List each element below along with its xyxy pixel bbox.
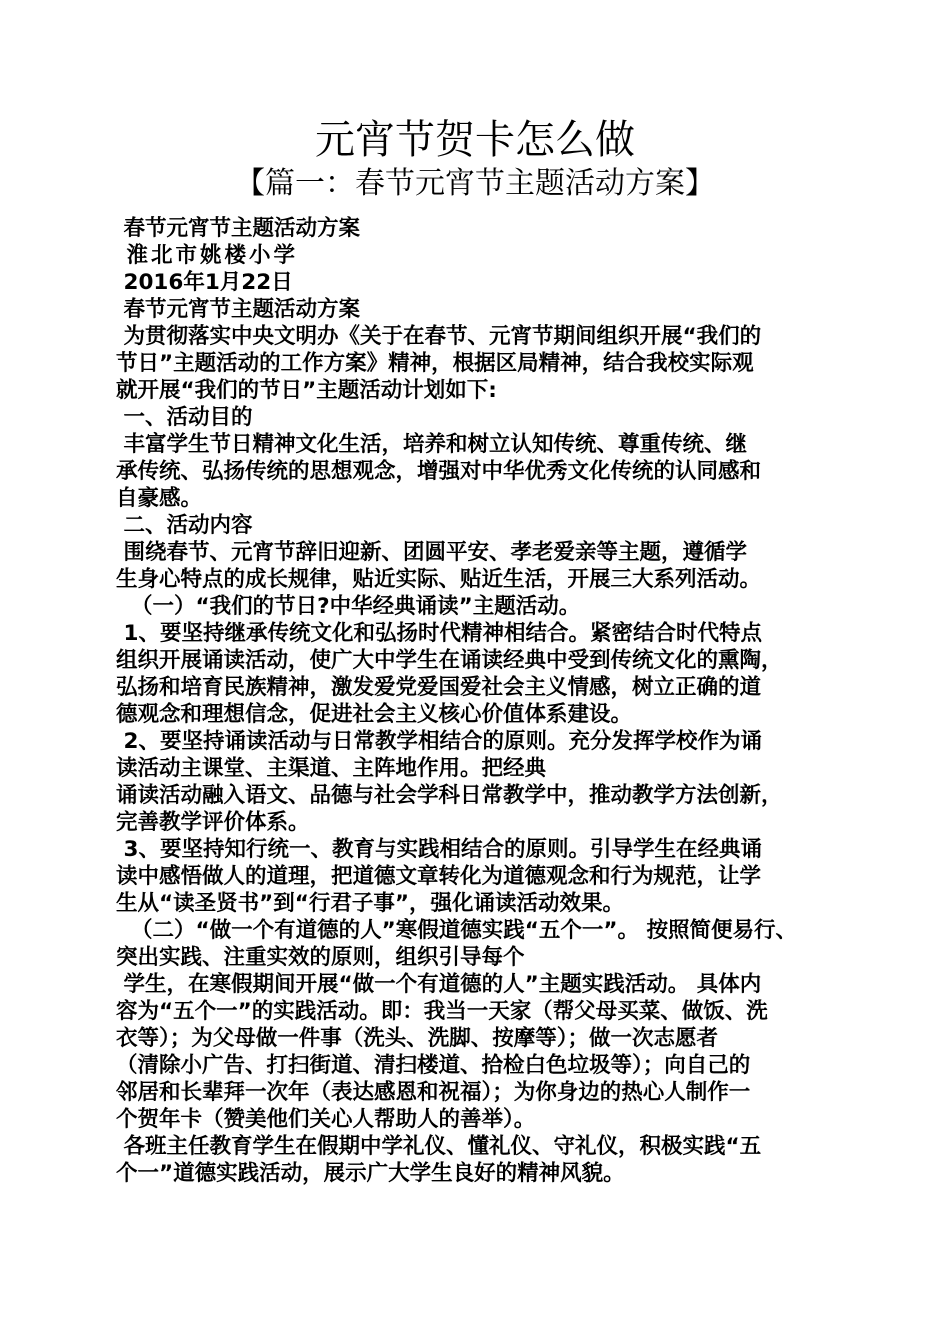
- body-line: 围绕春节、元宵节辞旧迎新、团圆平安、孝老爱亲等主题，遵循学: [116, 540, 747, 565]
- body-line: 个贺年卡（赞美他们关心人帮助人的善举）。: [116, 1107, 536, 1132]
- body-line: 二、活动内容: [116, 513, 253, 538]
- body-line: 2、要坚持诵读活动与日常教学相结合的原则。充分发挥学校作为诵: [116, 729, 762, 754]
- document-subtitle: 【篇一：春节元宵节主题活动方案】: [235, 166, 715, 201]
- body-line: 淮北市姚楼小学: [116, 243, 298, 268]
- body-line: 节日”主题活动的工作方案》精神，根据区局精神，结合我校实际观: [116, 351, 754, 376]
- body-line: 自豪感。: [116, 486, 203, 511]
- body-line: （清除小广告、打扫街道、清扫楼道、拾检白色垃圾等）；向自己的: [116, 1053, 751, 1078]
- body-line: 生从“读圣贤书”到“行君子事”，强化诵读活动效果。: [116, 891, 625, 916]
- document-title: 元宵节贺卡怎么做: [315, 117, 635, 163]
- body-line: 1、要坚持继承传统文化和弘扬时代精神相结合。紧密结合时代特点: [116, 621, 762, 646]
- body-line: 各班主任教育学生在假期中学礼仪、懂礼仪、守礼仪，积极实践“五: [116, 1134, 762, 1159]
- body-line: 2016年1月22日: [116, 270, 293, 295]
- body-line: 学生，在寒假期间开展“做一个有道德的人”主题实践活动。 具体内: [116, 972, 762, 997]
- body-line: 就开展“我们的节日”主题活动计划如下:: [116, 378, 497, 403]
- body-line: 为贯彻落实中央文明办《关于在春节、元宵节期间组织开展“我们的: [116, 324, 762, 349]
- body-line: 个一”道德实践活动，展示广大学生良好的精神风貌。: [116, 1161, 625, 1186]
- body-line: 突出实践、注重实效的原则，组织引导每个: [116, 945, 525, 970]
- body-line: 衣等）；为父母做一件事（洗头、洗脚、按摩等）；做一次志愿者: [116, 1026, 719, 1051]
- body-line: 春节元宵节主题活动方案: [116, 297, 360, 322]
- body-line: 德观念和理想信念，促进社会主义核心价值体系建设。: [116, 702, 633, 727]
- body-line: （一）“我们的节日?中华经典诵读”主题活动。: [116, 594, 581, 619]
- body-line: 邻居和长辈拜一次年（表达感恩和祝福）；为你身边的热心人制作一: [116, 1080, 751, 1105]
- document-body: [116, 215, 846, 1187]
- body-line: （二）“做一个有道德的人”寒假道德实践“五个一”。 按照简便易行、: [116, 918, 797, 943]
- body-line: 读中感悟做人的道理，把道德文章转化为道德观念和行为规范，让学: [116, 864, 762, 889]
- body-line: 生身心特点的成长规律，贴近实际、贴近生活，开展三大系列活动。: [116, 567, 762, 592]
- body-line: 春节元宵节主题活动方案: [116, 216, 360, 241]
- body-line: 一、活动目的: [116, 405, 253, 430]
- body-line: 弘扬和培育民族精神，激发爱党爱国爱社会主义情感，树立正确的道: [116, 675, 762, 700]
- body-line: 诵读活动融入语文、品德与社会学科日常教学中，推动教学方法创新，: [116, 783, 783, 808]
- body-line: 读活动主课堂、主渠道、主阵地作用。把经典: [116, 756, 547, 781]
- body-line: 承传统、弘扬传统的思想观念，增强对中华优秀文化传统的认同感和: [116, 459, 762, 484]
- body-line: 完善教学评价体系。: [116, 810, 310, 835]
- body-line: 容为“五个一”的实践活动。即：我当一天家（帮父母买菜、做饭、洗: [116, 999, 768, 1024]
- body-line: 3、要坚持知行统一、教育与实践相结合的原则。引导学生在经典诵: [116, 837, 762, 862]
- body-line: 丰富学生节日精神文化生活，培养和树立认知传统、尊重传统、继: [116, 432, 747, 457]
- body-line: 组织开展诵读活动，使广大中学生在诵读经典中受到传统文化的熏陶，: [116, 648, 783, 673]
